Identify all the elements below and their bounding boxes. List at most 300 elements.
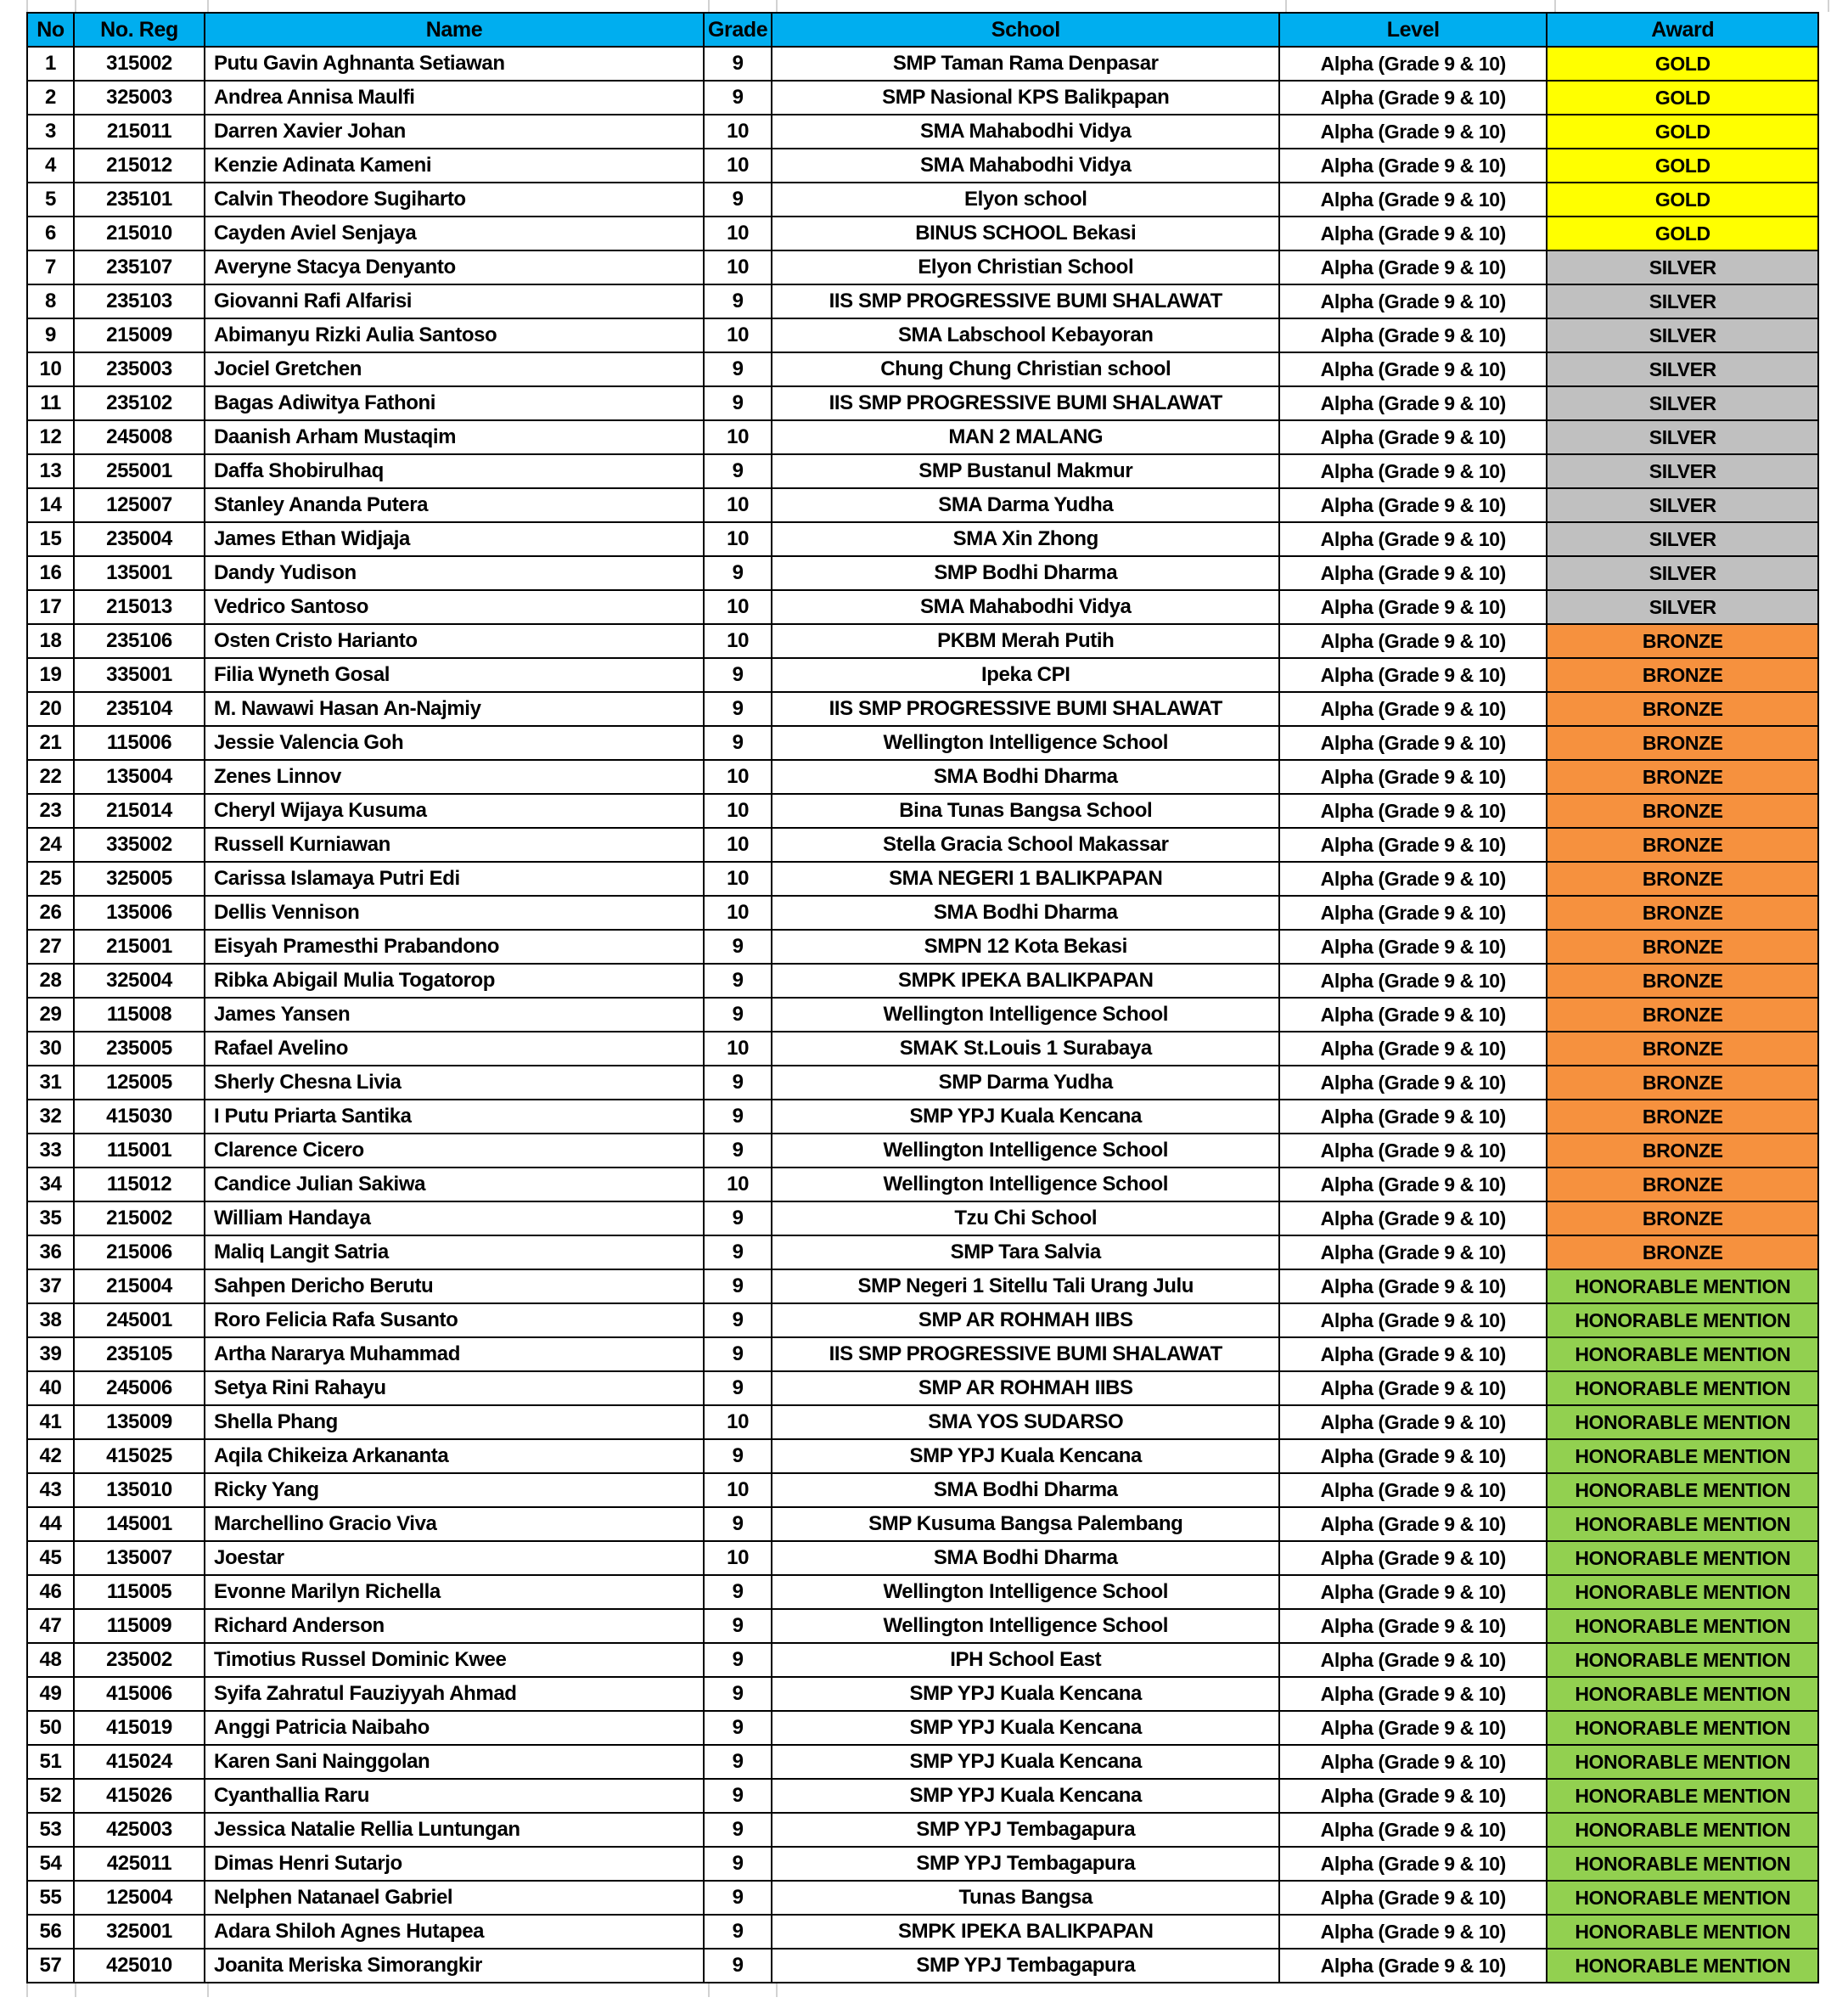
cell-award: BRONZE (1547, 1235, 1818, 1269)
cell-school: SMP YPJ Kuala Kencana (772, 1677, 1279, 1711)
cell-name: Karen Sani Nainggolan (205, 1745, 704, 1779)
table-row (27, 420, 1818, 454)
cell-school: SMP Bustanul Makmur (772, 454, 1279, 488)
cell-reg: 135006 (74, 896, 205, 930)
cell-school: SMAK St.Louis 1 Surabaya (772, 1032, 1279, 1066)
cell-name: Joanita Meriska Simorangkir (205, 1949, 704, 1983)
cell-reg: 215001 (74, 930, 205, 964)
cell-level: Alpha (Grade 9 & 10) (1279, 862, 1547, 896)
table-row (27, 556, 1818, 590)
cell-name: Aqila Chikeiza Arkananta (205, 1439, 704, 1473)
cell-award: HONORABLE MENTION (1547, 1303, 1818, 1337)
cell-school: SMP Negeri 1 Sitellu Tali Urang Julu (772, 1269, 1279, 1303)
cell-award: BRONZE (1547, 1032, 1818, 1066)
cell-level: Alpha (Grade 9 & 10) (1279, 1303, 1547, 1337)
cell-award: HONORABLE MENTION (1547, 1847, 1818, 1881)
cell-no: 42 (27, 1439, 74, 1473)
cell-level: Alpha (Grade 9 & 10) (1279, 726, 1547, 760)
cell-level: Alpha (Grade 9 & 10) (1279, 217, 1547, 250)
cell-no: 51 (27, 1745, 74, 1779)
cell-reg: 235005 (74, 1032, 205, 1066)
cell-level: Alpha (Grade 9 & 10) (1279, 1779, 1547, 1813)
cell-name: James Ethan Widjaja (205, 522, 704, 556)
table-row (27, 760, 1818, 794)
cell-no: 35 (27, 1201, 74, 1235)
cell-no: 49 (27, 1677, 74, 1711)
cell-school: Tunas Bangsa (772, 1881, 1279, 1915)
cell-no: 53 (27, 1813, 74, 1847)
cell-grade: 9 (704, 1609, 772, 1643)
cell-school: SMP AR ROHMAH IIBS (772, 1303, 1279, 1337)
cell-award: BRONZE (1547, 1167, 1818, 1201)
cell-name: Ricky Yang (205, 1473, 704, 1507)
cell-grade: 9 (704, 998, 772, 1032)
table-row (27, 1032, 1818, 1066)
cell-grade: 9 (704, 1066, 772, 1100)
cell-school: SMPK IPEKA BALIKPAPAN (772, 964, 1279, 998)
cell-no: 38 (27, 1303, 74, 1337)
cell-award: HONORABLE MENTION (1547, 1949, 1818, 1983)
cell-no: 8 (27, 284, 74, 318)
cell-name: Daffa Shobirulhaq (205, 454, 704, 488)
cell-reg: 235104 (74, 692, 205, 726)
cell-reg: 425003 (74, 1813, 205, 1847)
cell-no: 27 (27, 930, 74, 964)
cell-level: Alpha (Grade 9 & 10) (1279, 624, 1547, 658)
cell-name: I Putu Priarta Santika (205, 1100, 704, 1134)
cell-level: Alpha (Grade 9 & 10) (1279, 1847, 1547, 1881)
cell-reg: 315002 (74, 47, 205, 81)
cell-school: IIS SMP PROGRESSIVE BUMI SHALAWAT (772, 1337, 1279, 1371)
table-row (27, 1745, 1818, 1779)
cell-name: Sahpen Dericho Berutu (205, 1269, 704, 1303)
table-row (27, 1609, 1818, 1643)
cell-level: Alpha (Grade 9 & 10) (1279, 1745, 1547, 1779)
cell-no: 1 (27, 47, 74, 81)
cell-level: Alpha (Grade 9 & 10) (1279, 1813, 1547, 1847)
cell-no: 37 (27, 1269, 74, 1303)
cell-no: 28 (27, 964, 74, 998)
cell-no: 22 (27, 760, 74, 794)
cell-award: HONORABLE MENTION (1547, 1405, 1818, 1439)
cell-name: William Handaya (205, 1201, 704, 1235)
table-row (27, 1405, 1818, 1439)
cell-award: GOLD (1547, 115, 1818, 149)
cell-level: Alpha (Grade 9 & 10) (1279, 1134, 1547, 1167)
table-row (27, 862, 1818, 896)
cell-award: SILVER (1547, 352, 1818, 386)
table-row (27, 1066, 1818, 1100)
cell-level: Alpha (Grade 9 & 10) (1279, 1100, 1547, 1134)
cell-award: SILVER (1547, 590, 1818, 624)
table-row (27, 488, 1818, 522)
cell-reg: 215014 (74, 794, 205, 828)
cell-grade: 9 (704, 1439, 772, 1473)
cell-no: 57 (27, 1949, 74, 1983)
cell-grade: 10 (704, 250, 772, 284)
cell-name: Joestar (205, 1541, 704, 1575)
cell-school: SMP Nasional KPS Balikpapan (772, 81, 1279, 115)
cell-award: HONORABLE MENTION (1547, 1643, 1818, 1677)
cell-no: 10 (27, 352, 74, 386)
cell-level: Alpha (Grade 9 & 10) (1279, 692, 1547, 726)
cell-award: GOLD (1547, 81, 1818, 115)
cell-grade: 9 (704, 386, 772, 420)
cell-award: HONORABLE MENTION (1547, 1575, 1818, 1609)
cell-reg: 115005 (74, 1575, 205, 1609)
cell-reg: 335002 (74, 828, 205, 862)
cell-grade: 10 (704, 590, 772, 624)
cell-no: 26 (27, 896, 74, 930)
cell-level: Alpha (Grade 9 & 10) (1279, 386, 1547, 420)
cell-name: Richard Anderson (205, 1609, 704, 1643)
table-row (27, 1235, 1818, 1269)
gridline-stub (26, 0, 28, 12)
table-row (27, 81, 1818, 115)
cell-reg: 135009 (74, 1405, 205, 1439)
table-row (27, 1507, 1818, 1541)
table-row (27, 1541, 1818, 1575)
cell-reg: 125005 (74, 1066, 205, 1100)
cell-grade: 9 (704, 1371, 772, 1405)
table-row (27, 1711, 1818, 1745)
cell-school: SMP Bodhi Dharma (772, 556, 1279, 590)
cell-level: Alpha (Grade 9 & 10) (1279, 1711, 1547, 1745)
cell-reg: 235106 (74, 624, 205, 658)
cell-award: HONORABLE MENTION (1547, 1609, 1818, 1643)
table-row (27, 1915, 1818, 1949)
cell-grade: 9 (704, 1575, 772, 1609)
gridline-stub (1554, 0, 1556, 12)
cell-no: 20 (27, 692, 74, 726)
cell-name: Anggi Patricia Naibaho (205, 1711, 704, 1745)
cell-name: Andrea Annisa Maulfi (205, 81, 704, 115)
cell-award: SILVER (1547, 318, 1818, 352)
cell-name: Adara Shiloh Agnes Hutapea (205, 1915, 704, 1949)
cell-school: IIS SMP PROGRESSIVE BUMI SHALAWAT (772, 284, 1279, 318)
gridline-stub (776, 0, 778, 12)
cell-school: SMA Bodhi Dharma (772, 896, 1279, 930)
cell-no: 18 (27, 624, 74, 658)
cell-grade: 9 (704, 1813, 772, 1847)
cell-award: BRONZE (1547, 1100, 1818, 1134)
cell-award: SILVER (1547, 420, 1818, 454)
cell-level: Alpha (Grade 9 & 10) (1279, 488, 1547, 522)
cell-school: Wellington Intelligence School (772, 1575, 1279, 1609)
cell-reg: 235004 (74, 522, 205, 556)
cell-reg: 135004 (74, 760, 205, 794)
cell-reg: 245006 (74, 1371, 205, 1405)
cell-school: SMP YPJ Kuala Kencana (772, 1711, 1279, 1745)
cell-name: Evonne Marilyn Richella (205, 1575, 704, 1609)
cell-level: Alpha (Grade 9 & 10) (1279, 1881, 1547, 1915)
cell-level: Alpha (Grade 9 & 10) (1279, 1473, 1547, 1507)
cell-reg: 135010 (74, 1473, 205, 1507)
table-row (27, 250, 1818, 284)
cell-level: Alpha (Grade 9 & 10) (1279, 556, 1547, 590)
cell-no: 43 (27, 1473, 74, 1507)
cell-reg: 425010 (74, 1949, 205, 1983)
cell-grade: 10 (704, 488, 772, 522)
cell-name: Averyne Stacya Denyanto (205, 250, 704, 284)
gridline-stub (776, 1983, 778, 1997)
cell-name: Roro Felicia Rafa Susanto (205, 1303, 704, 1337)
cell-grade: 9 (704, 1745, 772, 1779)
cell-school: SMP Tara Salvia (772, 1235, 1279, 1269)
cell-no: 5 (27, 183, 74, 217)
gridline-stub (26, 1983, 28, 1997)
cell-name: Jociel Gretchen (205, 352, 704, 386)
cell-no: 14 (27, 488, 74, 522)
cell-reg: 325001 (74, 1915, 205, 1949)
cell-grade: 9 (704, 1100, 772, 1134)
table-row (27, 386, 1818, 420)
cell-level: Alpha (Grade 9 & 10) (1279, 1269, 1547, 1303)
cell-no: 56 (27, 1915, 74, 1949)
cell-no: 31 (27, 1066, 74, 1100)
cell-reg: 415025 (74, 1439, 205, 1473)
cell-reg: 115012 (74, 1167, 205, 1201)
cell-grade: 9 (704, 1881, 772, 1915)
table-row (27, 1439, 1818, 1473)
table-row (27, 1337, 1818, 1371)
table-row (27, 998, 1818, 1032)
table-row (27, 726, 1818, 760)
cell-award: HONORABLE MENTION (1547, 1371, 1818, 1405)
cell-reg: 215009 (74, 318, 205, 352)
cell-name: Dandy Yudison (205, 556, 704, 590)
table-row (27, 352, 1818, 386)
cell-level: Alpha (Grade 9 & 10) (1279, 1439, 1547, 1473)
table-row (27, 896, 1818, 930)
cell-school: IIS SMP PROGRESSIVE BUMI SHALAWAT (772, 386, 1279, 420)
table-row (27, 1201, 1818, 1235)
cell-no: 16 (27, 556, 74, 590)
cell-reg: 235101 (74, 183, 205, 217)
cell-school: Ipeka CPI (772, 658, 1279, 692)
cell-award: SILVER (1547, 250, 1818, 284)
cell-no: 7 (27, 250, 74, 284)
cell-reg: 245008 (74, 420, 205, 454)
cell-reg: 115008 (74, 998, 205, 1032)
cell-award: BRONZE (1547, 726, 1818, 760)
cell-name: Cheryl Wijaya Kusuma (205, 794, 704, 828)
cell-grade: 9 (704, 930, 772, 964)
cell-grade: 10 (704, 115, 772, 149)
cell-level: Alpha (Grade 9 & 10) (1279, 115, 1547, 149)
cell-grade: 9 (704, 1201, 772, 1235)
cell-reg: 235105 (74, 1337, 205, 1371)
cell-award: GOLD (1547, 149, 1818, 183)
cell-grade: 9 (704, 1643, 772, 1677)
cell-name: Cayden Aviel Senjaya (205, 217, 704, 250)
cell-school: Wellington Intelligence School (772, 1167, 1279, 1201)
results-table (26, 12, 1819, 1983)
gridline-stub (708, 1983, 710, 1997)
cell-no: 23 (27, 794, 74, 828)
cell-school: SMA Bodhi Dharma (772, 1541, 1279, 1575)
table-row (27, 1303, 1818, 1337)
cell-level: Alpha (Grade 9 & 10) (1279, 284, 1547, 318)
table-row (27, 1167, 1818, 1201)
cell-no: 40 (27, 1371, 74, 1405)
cell-level: Alpha (Grade 9 & 10) (1279, 1032, 1547, 1066)
cell-no: 12 (27, 420, 74, 454)
cell-level: Alpha (Grade 9 & 10) (1279, 352, 1547, 386)
cell-level: Alpha (Grade 9 & 10) (1279, 1201, 1547, 1235)
cell-level: Alpha (Grade 9 & 10) (1279, 1609, 1547, 1643)
cell-level: Alpha (Grade 9 & 10) (1279, 1066, 1547, 1100)
cell-level: Alpha (Grade 9 & 10) (1279, 1575, 1547, 1609)
cell-school: SMPK IPEKA BALIKPAPAN (772, 1915, 1279, 1949)
cell-reg: 125004 (74, 1881, 205, 1915)
cell-grade: 10 (704, 1405, 772, 1439)
cell-no: 21 (27, 726, 74, 760)
cell-name: Eisyah Pramesthi Prabandono (205, 930, 704, 964)
cell-school: SMP YPJ Tembagapura (772, 1813, 1279, 1847)
cell-reg: 215002 (74, 1201, 205, 1235)
cell-grade: 9 (704, 1134, 772, 1167)
cell-award: HONORABLE MENTION (1547, 1473, 1818, 1507)
cell-reg: 235107 (74, 250, 205, 284)
cell-name: M. Nawawi Hasan An-Najmiy (205, 692, 704, 726)
cell-award: SILVER (1547, 488, 1818, 522)
table-header (27, 13, 1818, 47)
cell-award: BRONZE (1547, 896, 1818, 930)
cell-award: HONORABLE MENTION (1547, 1915, 1818, 1949)
table-row (27, 149, 1818, 183)
table-row (27, 1677, 1818, 1711)
cell-no: 29 (27, 998, 74, 1032)
cell-no: 46 (27, 1575, 74, 1609)
results-sheet (26, 12, 1819, 1983)
cell-school: Bina Tunas Bangsa School (772, 794, 1279, 828)
cell-school: SMA NEGERI 1 BALIKPAPAN (772, 862, 1279, 896)
cell-name: Zenes Linnov (205, 760, 704, 794)
cell-reg: 245001 (74, 1303, 205, 1337)
cell-name: Timotius Russel Dominic Kwee (205, 1643, 704, 1677)
cell-grade: 10 (704, 896, 772, 930)
cell-school: SMPN 12 Kota Bekasi (772, 930, 1279, 964)
cell-grade: 9 (704, 1235, 772, 1269)
cell-reg: 235003 (74, 352, 205, 386)
cell-level: Alpha (Grade 9 & 10) (1279, 760, 1547, 794)
cell-level: Alpha (Grade 9 & 10) (1279, 318, 1547, 352)
cell-award: GOLD (1547, 217, 1818, 250)
table-row (27, 1847, 1818, 1881)
cell-award: BRONZE (1547, 658, 1818, 692)
cell-reg: 325005 (74, 862, 205, 896)
cell-reg: 215006 (74, 1235, 205, 1269)
cell-grade: 9 (704, 1677, 772, 1711)
column-header-no: No (27, 13, 74, 47)
cell-no: 11 (27, 386, 74, 420)
cell-grade: 10 (704, 828, 772, 862)
cell-level: Alpha (Grade 9 & 10) (1279, 522, 1547, 556)
cell-grade: 9 (704, 658, 772, 692)
table-row (27, 1100, 1818, 1134)
cell-grade: 10 (704, 149, 772, 183)
cell-school: Wellington Intelligence School (772, 726, 1279, 760)
cell-award: BRONZE (1547, 828, 1818, 862)
cell-grade: 9 (704, 692, 772, 726)
cell-school: SMP YPJ Kuala Kencana (772, 1100, 1279, 1134)
cell-award: BRONZE (1547, 964, 1818, 998)
cell-reg: 415024 (74, 1745, 205, 1779)
cell-no: 45 (27, 1541, 74, 1575)
cell-school: IPH School East (772, 1643, 1279, 1677)
cell-school: Tzu Chi School (772, 1201, 1279, 1235)
cell-no: 39 (27, 1337, 74, 1371)
cell-school: SMP Taman Rama Denpasar (772, 47, 1279, 81)
gridline-stub (75, 1983, 76, 1997)
cell-school: SMP Darma Yudha (772, 1066, 1279, 1100)
cell-level: Alpha (Grade 9 & 10) (1279, 964, 1547, 998)
column-header-reg: No. Reg (74, 13, 205, 47)
cell-name: Ribka Abigail Mulia Togatorop (205, 964, 704, 998)
cell-grade: 9 (704, 1337, 772, 1371)
cell-no: 55 (27, 1881, 74, 1915)
cell-level: Alpha (Grade 9 & 10) (1279, 828, 1547, 862)
cell-school: BINUS SCHOOL Bekasi (772, 217, 1279, 250)
cell-grade: 10 (704, 522, 772, 556)
cell-level: Alpha (Grade 9 & 10) (1279, 1643, 1547, 1677)
cell-award: BRONZE (1547, 1134, 1818, 1167)
cell-reg: 135007 (74, 1541, 205, 1575)
cell-level: Alpha (Grade 9 & 10) (1279, 1337, 1547, 1371)
cell-grade: 10 (704, 862, 772, 896)
cell-level: Alpha (Grade 9 & 10) (1279, 420, 1547, 454)
cell-award: SILVER (1547, 386, 1818, 420)
cell-no: 50 (27, 1711, 74, 1745)
cell-name: Stanley Ananda Putera (205, 488, 704, 522)
cell-grade: 9 (704, 183, 772, 217)
cell-reg: 215010 (74, 217, 205, 250)
cell-award: HONORABLE MENTION (1547, 1881, 1818, 1915)
gridline-stub (207, 1983, 209, 1997)
cell-reg: 415006 (74, 1677, 205, 1711)
table-row (27, 217, 1818, 250)
cell-name: Setya Rini Rahayu (205, 1371, 704, 1405)
cell-name: Clarence Cicero (205, 1134, 704, 1167)
cell-name: Candice Julian Sakiwa (205, 1167, 704, 1201)
cell-school: SMP YPJ Kuala Kencana (772, 1779, 1279, 1813)
cell-grade: 9 (704, 964, 772, 998)
column-header-award: Award (1547, 13, 1818, 47)
cell-award: HONORABLE MENTION (1547, 1779, 1818, 1813)
cell-school: SMP AR ROHMAH IIBS (772, 1371, 1279, 1405)
cell-grade: 10 (704, 1032, 772, 1066)
cell-name: Marchellino Gracio Viva (205, 1507, 704, 1541)
cell-award: HONORABLE MENTION (1547, 1745, 1818, 1779)
cell-name: Russell Kurniawan (205, 828, 704, 862)
table-row (27, 47, 1818, 81)
cell-grade: 9 (704, 1303, 772, 1337)
cell-level: Alpha (Grade 9 & 10) (1279, 930, 1547, 964)
cell-school: SMA Mahabodhi Vidya (772, 149, 1279, 183)
cell-no: 34 (27, 1167, 74, 1201)
cell-name: Dellis Vennison (205, 896, 704, 930)
cell-name: Bagas Adiwitya Fathoni (205, 386, 704, 420)
cell-name: Abimanyu Rizki Aulia Santoso (205, 318, 704, 352)
cell-school: SMA Xin Zhong (772, 522, 1279, 556)
cell-grade: 9 (704, 726, 772, 760)
table-row (27, 794, 1818, 828)
cell-grade: 10 (704, 760, 772, 794)
cell-grade: 10 (704, 794, 772, 828)
cell-award: BRONZE (1547, 760, 1818, 794)
cell-school: SMA YOS SUDARSO (772, 1405, 1279, 1439)
